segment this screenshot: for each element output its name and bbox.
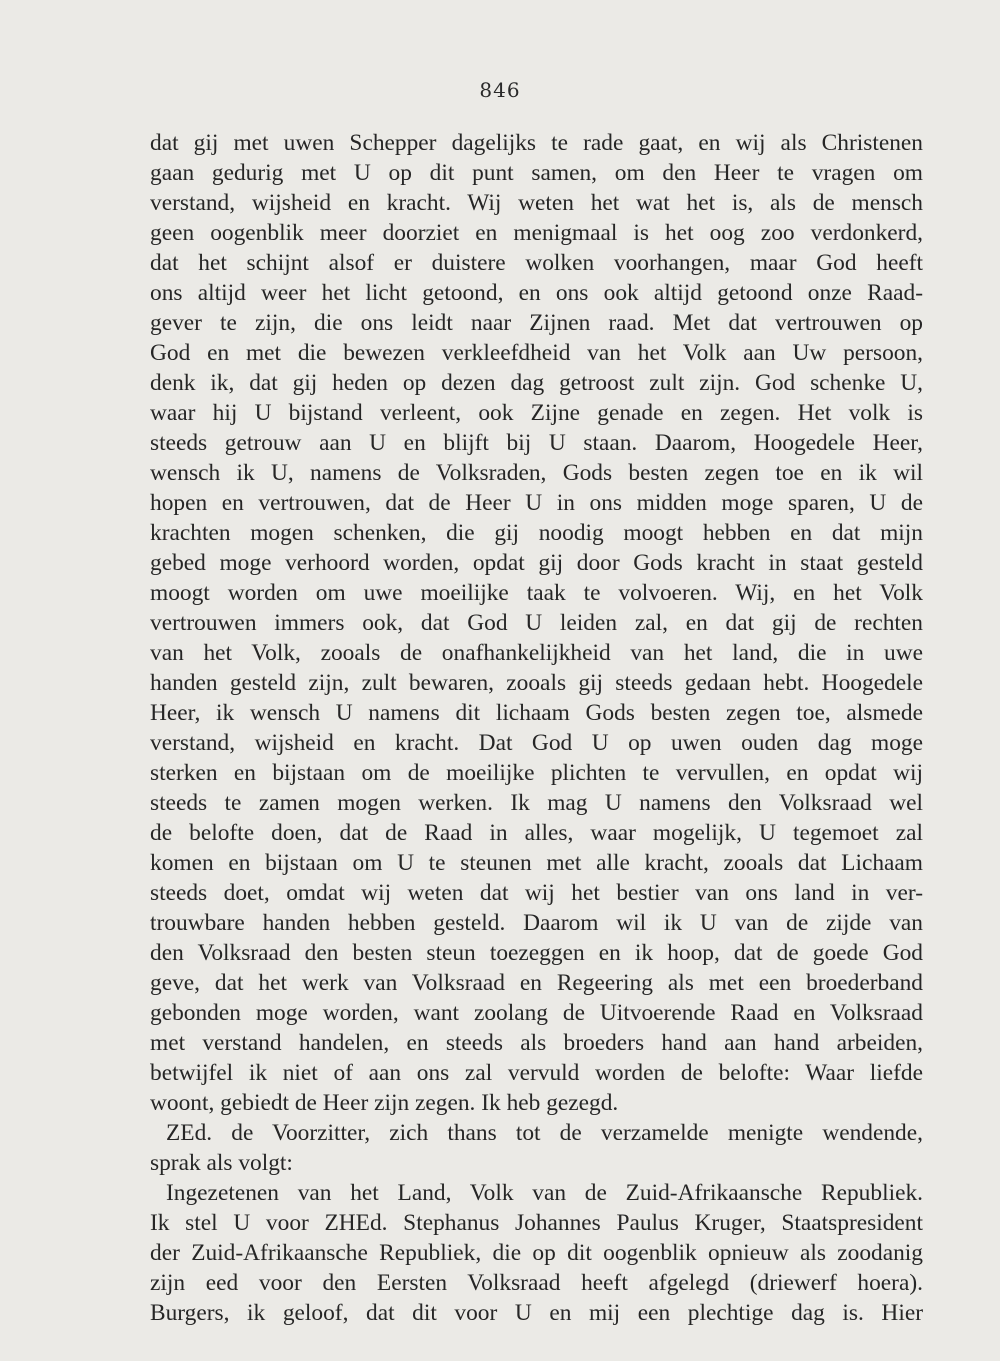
text-line: van het Volk, zooals de onafhankelijkheid van het land, die in uwe (150, 640, 923, 666)
page-number: 846 (479, 78, 521, 102)
text-line: betwijfel ik niet of aan ons zal vervuld worden de belofte: Waar liefde (150, 1060, 923, 1086)
text-line: handen gesteld zijn, zult bewaren, zooals gij steeds gedaan hebt. Hoogedele (150, 670, 923, 696)
text-line: woont, gebiedt de Heer zijn zegen. Ik heb gezegd. (150, 1090, 619, 1116)
text-line: gaan gedurig met U op dit punt samen, om den Heer te vragen om (150, 160, 923, 186)
text-line: verstand, wijsheid en kracht. Wij weten het wat het is, als de mensch (150, 190, 923, 216)
text-line: krachten mogen schenken, die gij noodig moogt hebben en dat mijn (150, 520, 923, 546)
text-line: ons altijd weer het licht getoond, en ons ook altijd getoond onze Raad- (150, 280, 923, 306)
text-line: den Volksraad den besten steun toezeggen en ik hoop, dat de goede God (150, 940, 923, 966)
text-line: sprak als volgt: (150, 1150, 293, 1176)
text-line: komen en bijstaan om U te steunen met alle kracht, zooals dat Lichaam (150, 850, 923, 876)
text-line: Ingezetenen van het Land, Volk van de Zuid-Afrikaansche Republiek. (166, 1180, 923, 1206)
text-line: der Zuid-Afrikaansche Republiek, die op dit oogenblik opnieuw als zoodanig (150, 1240, 923, 1266)
text-line: dat gij met uwen Schepper dagelijks te rade gaat, en wij als Christenen (150, 130, 923, 156)
text-line: hopen en vertrouwen, dat de Heer U in ons midden moge sparen, U de (150, 490, 923, 516)
text-line: gebonden moge worden, want zoolang de Uitvoerende Raad en Volksraad (150, 1000, 923, 1026)
text-line: steeds te zamen mogen werken. Ik mag U namens den Volksraad wel (150, 790, 923, 816)
text-line: sterken en bijstaan om de moeilijke plichten te vervullen, en opdat wij (150, 760, 923, 786)
text-line: geve, dat het werk van Volksraad en Regeering als met een broederband (150, 970, 923, 996)
text-line: vertrouwen immers ook, dat God U leiden zal, en dat gij de rechten (150, 610, 923, 636)
text-line: dat het schijnt alsof er duistere wolken voorhangen, maar God heeft (150, 250, 923, 276)
body-text (150, 128, 923, 1328)
text-line: Ik stel U voor ZHEd. Stephanus Johannes Paulus Kruger, Staatspresident (150, 1210, 923, 1236)
text-line: steeds getrouw aan U en blijft bij U staan. Daarom, Hoogedele Heer, (150, 430, 923, 456)
text-line: gebed moge verhoord worden, opdat gij door Gods kracht in staat gesteld (150, 550, 923, 576)
text-line: steeds doet, omdat wij weten dat wij het bestier van ons land in ver- (150, 880, 923, 906)
text-line: denk ik, dat gij heden op dezen dag getroost zult zijn. God schenke U, (150, 370, 923, 396)
text-line: geen oogenblik meer doorziet en menigmaal is het oog zoo verdonkerd, (150, 220, 923, 246)
text-line: de belofte doen, dat de Raad in alles, waar mogelijk, U tegemoet zal (150, 820, 923, 846)
text-line: met verstand handelen, en steeds als broeders hand aan hand arbeiden, (150, 1030, 923, 1056)
text-line: gever te zijn, die ons leidt naar Zijnen raad. Met dat vertrouwen op (150, 310, 923, 336)
text-line: wensch ik U, namens de Volksraden, Gods besten zegen toe en ik wil (150, 460, 923, 486)
text-line: waar hij U bijstand verleent, ook Zijne genade en zegen. Het volk is (150, 400, 923, 426)
text-line: zijn eed voor den Eersten Volksraad heeft afgelegd (driewerf hoera). (150, 1270, 923, 1296)
text-line: moogt worden om uwe moeilijke taak te volvoeren. Wij, en het Volk (150, 580, 923, 606)
text-line: God en met die bewezen verkleefdheid van het Volk aan Uw persoon, (150, 340, 923, 366)
text-line: verstand, wijsheid en kracht. Dat God U op uwen ouden dag moge (150, 730, 923, 756)
text-line: Burgers, ik geloof, dat dit voor U en mij een plechtige dag is. Hier (150, 1300, 923, 1326)
text-line: trouwbare handen hebben gesteld. Daarom wil ik U van de zijde van (150, 910, 923, 936)
text-line: Heer, ik wensch U namens dit lichaam Gods besten zegen toe, alsmede (150, 700, 923, 726)
text-line: ZEd. de Voorzitter, zich thans tot de verzamelde menigte wendende, (166, 1120, 923, 1146)
